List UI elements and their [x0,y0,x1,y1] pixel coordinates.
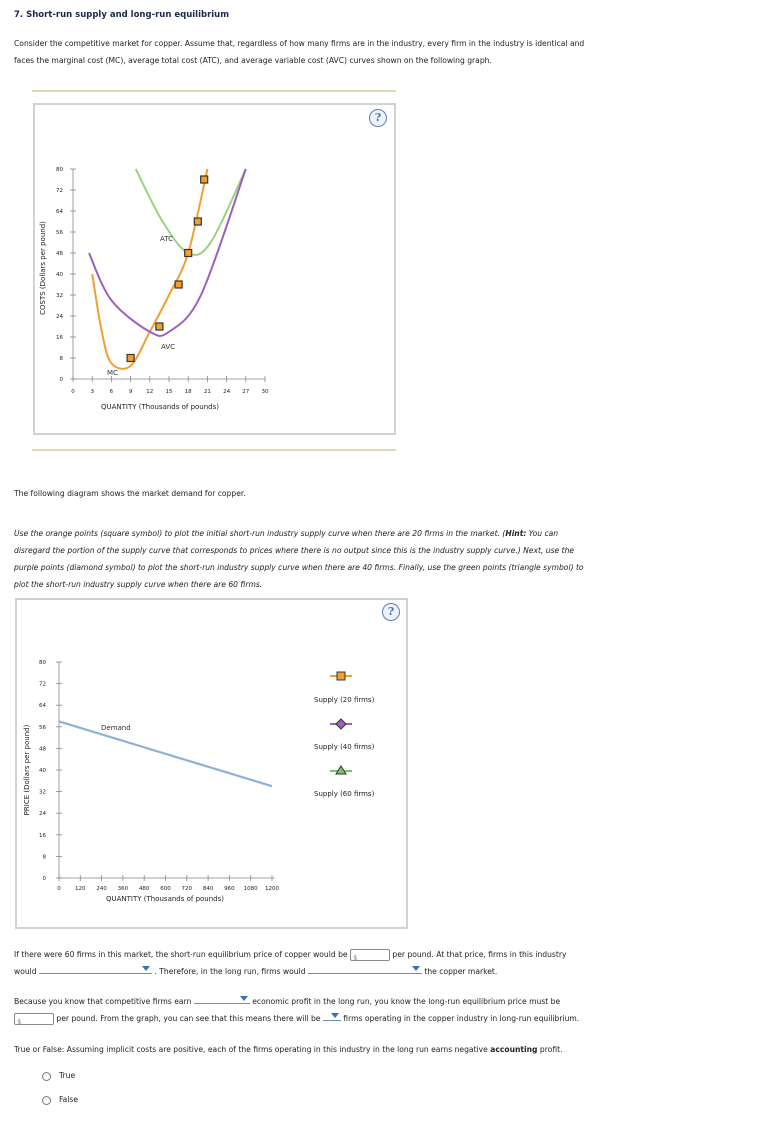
help-icon[interactable]: ? [369,109,387,127]
market-x-tick-label: 1200 [265,886,279,892]
cost-x-tick-label: 30 [261,389,269,395]
cost-x-axis-label: QUANTITY (Thousands of pounds) [100,403,220,411]
market-y-tick-label: 0 [42,876,46,882]
intro-text [14,35,644,69]
cost-y-tick-label: 80 [56,167,63,173]
market-y-tick-label: 72 [39,681,46,688]
market-y-tick-label: 24 [39,811,46,818]
q2-line-2: $ per pound. From the graph, you can see that this means there will be firms operating in the copper industry in long-run equilibrium. [14,1010,634,1027]
market-y-tick-label: 8 [42,854,46,861]
question-2 [14,993,634,1027]
intro-line-2: faces the marginal cost (MC), average total cost (ATC), and average variable cost (AVC) curves shown on the following graph. [14,56,492,65]
legend [314,672,375,798]
q1-line-2: would . Therefore, in the long run, firms would the copper market. [14,963,634,980]
cost-x-tick-label: 0 [71,389,75,395]
market-y-tick-label: 40 [39,768,46,774]
q2-line-1: Because you know that competitive firms earn economic profit in the long run, you know the long-run equilibrium price must be [14,993,634,1010]
entry-exit-dropdown[interactable] [308,963,422,974]
demand-label: Demand [101,724,131,732]
legend-supply-40[interactable] [314,719,375,751]
market-y-tick-label: 80 [39,660,46,666]
cost-x-tick-label: 27 [242,389,250,395]
cost-x-tick-label: 9 [128,389,133,395]
market-x-tick-label: 840 [202,886,214,892]
cost-curves [89,169,246,369]
market-x-tick-label: 480 [138,886,150,892]
market-x-tick-label: 600 [160,886,171,892]
market-x-ticks [57,875,279,892]
long-run-price-input[interactable]: $ [14,1013,54,1025]
market-x-axis-label: QUANTITY (Thousands of pounds) [105,895,225,903]
instructions-line-3: purple points (diamond symbol) to plot the short-run industry supply curve when there are 40 firms. Finally, use the green points (triangle symbol) to [14,563,584,572]
instructions-line-1: Use the orange points (square symbol) to plot the initial short-run industry supply curve when there are 20 firms in the market. (Hint: You can [14,529,559,538]
cost-y-tick-label: 56 [56,230,63,236]
market-y-tick-label: 16 [39,832,46,839]
instructions [14,525,634,593]
market-x-tick-label: 0 [57,886,61,892]
market-y-tick-label: 48 [39,746,46,753]
profit-status-dropdown[interactable] [39,963,152,974]
cost-x-tick-label: 15 [165,389,173,395]
market-y-tick-label: 32 [39,789,46,796]
cost-x-tick-label: 24 [223,389,231,395]
avc-label: AVC [161,343,176,351]
cost-y-tick-label: 8 [59,356,63,362]
mc-point [156,323,163,330]
market-intro: The following diagram shows the market demand for copper. [14,489,246,498]
long-run-profit-dropdown[interactable] [194,993,250,1004]
mc-point [194,218,201,225]
legend-label-20: Supply (20 firms) [314,696,375,704]
diamond-symbol-icon[interactable] [336,719,346,729]
market-x-tick-label: 240 [96,886,107,892]
legend-label-60: Supply (60 firms) [314,790,375,798]
cost-graph-panel [33,103,396,435]
market-graph [17,600,406,927]
chevron-down-icon [412,966,420,971]
mc-point [185,250,192,257]
market-x-tick-label: 720 [181,886,193,892]
radio-true[interactable] [42,1072,51,1081]
market-x-tick-label: 1080 [243,886,258,892]
cost-y-tick-label: 32 [56,293,63,299]
cost-y-tick-label: 72 [56,188,63,194]
market-x-tick-label: 960 [224,886,235,892]
cost-x-tick-label: 18 [184,389,192,395]
market-y-ticks [39,660,62,882]
divider-bottom [32,449,396,451]
mc-point [201,176,208,183]
question-title: 7. Short-run supply and long-run equilibrium [14,10,230,20]
market-y-axis-label: PRICE (Dollars per pound) [23,724,31,816]
square-symbol-icon[interactable] [337,672,345,680]
mc-point [127,355,134,362]
legend-supply-20[interactable] [314,672,375,704]
market-y-tick-label: 56 [39,724,46,731]
cost-x-tick-label: 3 [90,389,94,395]
divider-top [32,90,396,92]
intro-line-1: Consider the competitive market for copper. Assume that, regardless of how many firms are in the industry, every firm in the industry is identical and [14,39,585,48]
demand-curve [59,721,272,786]
help-icon-market[interactable]: ? [382,603,400,621]
legend-label-40: Supply (40 firms) [314,743,375,751]
option-true[interactable]: True [42,1071,75,1081]
cost-y-tick-label: 40 [56,272,63,278]
market-graph-panel [15,598,408,929]
number-of-firms-dropdown[interactable] [323,1010,341,1021]
chevron-down-icon [331,1013,339,1018]
instructions-line-2: disregard the portion of the supply curve that corresponds to prices where there is no output since this is the industry supply curve.) Next, use the [14,546,575,555]
cost-y-tick-label: 16 [56,335,63,341]
demand-line [59,721,272,786]
avc-curve [89,169,246,336]
mc-point [175,281,182,288]
cost-y-tick-label: 48 [56,251,63,257]
cost-y-tick-label: 24 [56,314,63,320]
cost-x-tick-label: 21 [203,389,211,395]
atc-label: ATC [160,235,173,243]
cost-x-tick-label: 6 [109,389,114,395]
equilibrium-price-input[interactable]: $ [350,949,390,961]
chevron-down-icon [240,996,248,1001]
market-x-tick-label: 120 [75,886,86,892]
option-false[interactable]: False [42,1095,78,1105]
question-3: True or False: Assuming implicit costs are positive, each of the firms operating in this industry in the long run earns negative accounting profit. [14,1045,563,1054]
chevron-down-icon [142,966,150,971]
radio-false[interactable] [42,1096,51,1105]
legend-supply-60[interactable] [314,766,375,798]
cost-y-tick-label: 64 [56,209,63,215]
cost-y-axis-label: COSTS (Dollars per pound) [39,221,47,315]
market-y-tick-label: 64 [39,703,46,710]
cost-x-tick-label: 12 [146,389,154,395]
question-1 [14,946,634,980]
instructions-line-4: plot the short-run industry supply curve when there are 60 firms. [14,580,263,589]
q1-line-1: If there were 60 firms in this market, the short-run equilibrium price of copper would be $ per pound. At that price, firms in this industry [14,950,567,962]
mc-label: MC [107,369,118,377]
market-x-tick-label: 360 [117,886,129,892]
cost-graph [35,105,394,433]
cost-y-tick-label: 0 [59,377,63,383]
